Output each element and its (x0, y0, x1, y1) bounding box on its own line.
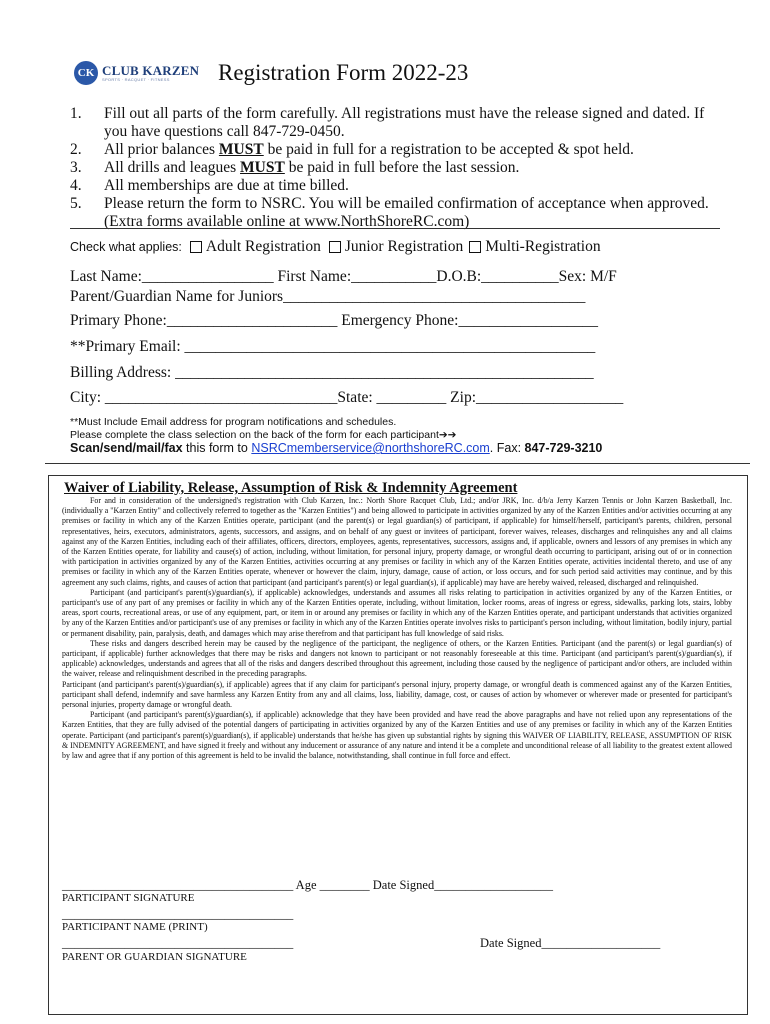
instruction-item: 3. All drills and leagues MUST be paid in full before the last session. (70, 159, 520, 176)
waiver-title: Waiver of Liability, Release, Assumption of Risk & Indemnity Agreement (64, 480, 518, 496)
divider (45, 463, 750, 464)
instruction-item: 5. Please return the form to NSRC. You will be emailed confirmation of acceptance when approved. (Extra forms available online at www.NorthShoreRC.com) (70, 195, 709, 230)
member-service-email-link[interactable]: NSRCmemberservice@northshoreRC.com (251, 441, 490, 455)
waiver-paragraph: Participant (and participant's parent(s)/guardian(s), if applicable) agrees that if any claim for participant's personal injury, property damage, or wrongful death is commenced against any of the Karzen Entities, participant shall defend, indemnify and save harmless any Karzen Entity from any and all claims, loss, liability, damage, cost, or causes of action by whomever or wherever made or presented for participant's personal injuries, property damage or wrongful death. (62, 679, 732, 710)
phone-field-row[interactable]: Primary Phone:______________________ Emergency Phone:__________________ (70, 312, 598, 329)
registration-type-row (70, 238, 601, 256)
adult-registration-label: Adult Registration (205, 238, 321, 255)
instructions-list (70, 105, 720, 231)
waiver-paragraph: For and in consideration of the undersigned's registration with Club Karzen, Inc.: North Shore Racquet Club, Ltd.; and/or JRK, Inc. d/b/a Jerry Karzen Tennis or John Karzen Basketball, Inc. (individually a "Karzen Entity" and collectively referred to together as the "Karzen Entities") and being allowed to participate in activities organized by any of the Karzen Entities and/or activities occurring at any premises or facility in which any of the Karzen Entities operate, participant (and the parent(s) or legal guardian(s) of participant, if applicable) for himself/herself, participant's parents, children, personal representatives, heirs, executors, administrators, agents, successors, and assigns, and on behalf of any guest or invitees of participant, forever waives, releases, discharges and relinquishes any and all claims against any of the Karzen Entities, including each of their affiliates, officers, directors, employees, agents, representatives, successors, assigns and, if applicable, owners and lessors of any premises in which any of the Karzen Entities operate, for liability and cause(s) of action, including, without limitation, for personal injury, property damage, or wrongful death occurring to participant, arising out of or in connection with participation in activities organized by any of the Karzen Entities, activities occurring at any premises or facility in which any of the Karzen Entities operate, activities incidental thereto, and use of any premises or facility in which any of the Karzen Entities operate, whenever or however the claim, injury, damage, cause of action, or loss occurs, and for such period said activities may continue, and by this agreement any such claims, rights, and causes of action that participant (and participant's parent(s) or legal guardian(s), if applicable) may have are hereby waived, released, discharged and relinquished. (62, 496, 732, 587)
participant-signature-line[interactable]: _____________________________________ Age ________ Date Signed___________________ (62, 878, 553, 892)
participant-signature-label: PARTICIPANT SIGNATURE (62, 892, 195, 904)
name-dob-field-row[interactable]: Last Name:_________________ First Name:___________D.O.B:__________Sex: M/F (70, 268, 617, 285)
divider (70, 228, 720, 229)
logo-name: CLUB KARZEN (102, 63, 200, 78)
email-note: **Must Include Email address for program notifications and schedules. (70, 416, 397, 428)
parent-guardian-field[interactable]: Parent/Guardian Name for Juniors_______________________________________ (70, 288, 586, 305)
junior-registration-checkbox[interactable] (329, 241, 341, 253)
instruction-item: 2. All prior balances MUST be paid in full for a registration to be accepted & spot held. (70, 141, 634, 158)
fax-number: 847-729-3210 (524, 441, 603, 455)
logo-mark-icon: CK (74, 61, 98, 85)
junior-registration-label: Junior Registration (344, 238, 464, 255)
waiver-paragraph: These risks and dangers described herein may be caused by the negligence of the participant, the negligence of others, or the Karzen Entities. Participant (and the parent(s) or legal guardian(s) of participant, if applicable) further acknowledges that there may be risks and dangers not known to participant or not reasonably foreseeable at this time. Participant (and participant's parent(s)/guardian(s), if applicable) acknowledges, understands and agrees that all of the risks and dangers described throughout this agreement, including those caused by the negligence of participant and/or others, are included within the waiver, release and relinquishment described in the preceding paragraphs. (62, 638, 732, 679)
participant-name-line[interactable]: _____________________________________ (62, 907, 294, 921)
multi-registration-label: Multi-Registration (485, 238, 601, 255)
participant-name-label: PARTICIPANT NAME (PRINT) (62, 921, 208, 933)
adult-registration-checkbox[interactable] (190, 241, 202, 253)
city-state-zip-field-row[interactable]: City: ______________________________State: _________ Zip:___________________ (70, 389, 624, 406)
club-karzen-logo (74, 60, 199, 86)
parent-signature-line[interactable]: _____________________________________ (62, 936, 294, 950)
multi-registration-checkbox[interactable] (469, 241, 481, 253)
submission-instructions: Scan/send/mail/fax this form to NSRCmemberservice@northshoreRC.com. Fax: 847-729-3210 (70, 441, 603, 455)
instruction-item: 4. All memberships are due at time billed. (70, 177, 349, 194)
class-selection-note: Please complete the class selection on the back of the form for each participant➔➔ (70, 429, 457, 441)
waiver-paragraph: Participant (and participant's parent(s)/guardian(s), if applicable) acknowledge that they have been provided and have read the above paragraphs and have not relied upon any representations of the Karzen Entities, that they are fully advised of the potential dangers of participating in activities organized by any of the Karzen Entities and use of any premises or facility in which any of the Karzen Entities operate. Participant (and participant's parent(s)/guardian(s), if applicable) understands that he/she has given up substantial rights by signing this WAIVER OF LIABILITY, RELEASE, ASSUMPTION OF RISK & INDEMNITY AGREEMENT, and have signed it freely and without any inducement or assurance of any nature and intend it be a complete and unconditional release of all liability to the greatest extent allowed by law and agree that if any portion of this agreement is held to be invalid the balance, notwithstanding, shall continue in full force and effect. (62, 710, 732, 761)
waiver-paragraph: Participant (and participant's parent(s)/guardian(s), if applicable) acknowledges, understands and assumes all risks relating to participation in activities organized by any of the Karzen Entities, or participant's use of any part of any premises or facility in which any of the Karzen Entities operate, including, without limitation, locker rooms, areas of ingress or egress, sidewalks, parking lots, stairs, lobby areas, sport courts, recreational areas, or use of any equipment, part, or item in or around any premises or facility in which any of the Karzen Entities operate, and participant understands that activities organized by any of the Karzen Entities and/or participant's use of any premises or facility in which any of the Karzen Entities operate involves risks to participant's person including, without limitation, bodily injury, partial or permanent disability, pain, paralysis, death, and damages which may arise therefrom and that participant has full knowledge of said risks. (62, 587, 732, 638)
primary-email-field[interactable]: **Primary Email: _____________________________________________________ (70, 338, 596, 355)
check-applies-label: Check what applies: (70, 240, 182, 254)
waiver-text (62, 496, 732, 761)
page-title: Registration Form 2022-23 (218, 60, 469, 85)
billing-address-field[interactable]: Billing Address: ______________________________________________________ (70, 364, 594, 381)
notes (70, 416, 456, 442)
parent-signature-label: PARENT OR GUARDIAN SIGNATURE (62, 951, 247, 963)
logo-tagline: SPORTS · RACQUET · FITNESS (102, 77, 170, 82)
parent-date-signed-field[interactable]: Date Signed___________________ (480, 936, 661, 950)
instruction-item: 1. Fill out all parts of the form carefully. All registrations must have the release signed and dated. If you have questions call 847-729-0450. (70, 105, 705, 140)
